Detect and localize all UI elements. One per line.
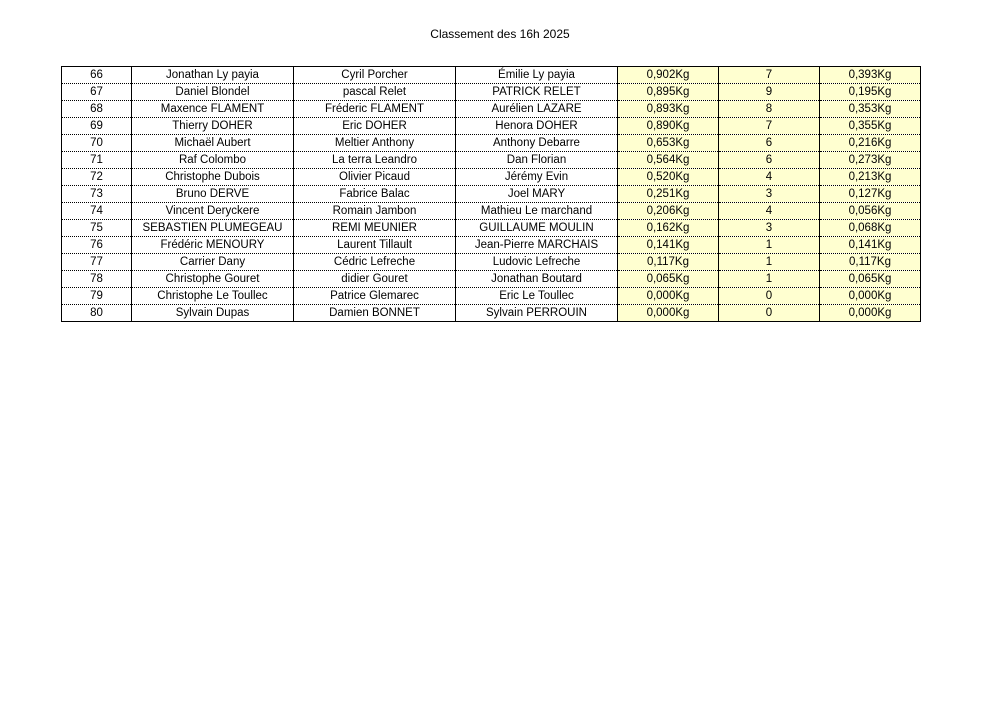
biggest-catch-cell: 0,216Kg [820, 135, 921, 152]
participant-2-cell: Fréderic FLAMENT [294, 101, 456, 118]
participant-1-cell: Jonathan Ly payia [132, 67, 294, 84]
rank-cell: 76 [62, 237, 132, 254]
participant-3-cell: GUILLAUME MOULIN [456, 220, 618, 237]
rank-cell: 80 [62, 305, 132, 322]
rank-cell: 70 [62, 135, 132, 152]
total-weight-cell: 0,000Kg [618, 288, 719, 305]
total-weight-cell: 0,141Kg [618, 237, 719, 254]
participant-3-cell: Jonathan Boutard [456, 271, 618, 288]
total-weight-cell: 0,065Kg [618, 271, 719, 288]
participant-1-cell: Christophe Dubois [132, 169, 294, 186]
participant-2-cell: Patrice Glemarec [294, 288, 456, 305]
catch-count-cell: 7 [719, 67, 820, 84]
catch-count-cell: 6 [719, 135, 820, 152]
participant-2-cell: Cédric Lefreche [294, 254, 456, 271]
rank-cell: 79 [62, 288, 132, 305]
total-weight-cell: 0,206Kg [618, 203, 719, 220]
catch-count-cell: 0 [719, 305, 820, 322]
table-row [62, 84, 921, 101]
rank-cell: 73 [62, 186, 132, 203]
participant-2-cell: REMI MEUNIER [294, 220, 456, 237]
total-weight-cell: 0,893Kg [618, 101, 719, 118]
rank-cell: 78 [62, 271, 132, 288]
table-row [62, 152, 921, 169]
table-row [62, 271, 921, 288]
total-weight-cell: 0,653Kg [618, 135, 719, 152]
rank-cell: 72 [62, 169, 132, 186]
participant-2-cell: Laurent Tillault [294, 237, 456, 254]
table-row [62, 118, 921, 135]
biggest-catch-cell: 0,273Kg [820, 152, 921, 169]
total-weight-cell: 0,117Kg [618, 254, 719, 271]
total-weight-cell: 0,251Kg [618, 186, 719, 203]
table-row [62, 220, 921, 237]
table-row [62, 305, 921, 322]
table-row [62, 288, 921, 305]
catch-count-cell: 3 [719, 220, 820, 237]
total-weight-cell: 0,564Kg [618, 152, 719, 169]
total-weight-cell: 0,000Kg [618, 305, 719, 322]
rank-cell: 74 [62, 203, 132, 220]
rank-cell: 71 [62, 152, 132, 169]
participant-1-cell: Daniel Blondel [132, 84, 294, 101]
participant-3-cell: Eric Le Toullec [456, 288, 618, 305]
participant-2-cell: didier Gouret [294, 271, 456, 288]
participant-3-cell: Émilie Ly payia [456, 67, 618, 84]
participant-3-cell: Jean-Pierre MARCHAIS [456, 237, 618, 254]
participant-1-cell: Christophe Le Toullec [132, 288, 294, 305]
total-weight-cell: 0,902Kg [618, 67, 719, 84]
participant-1-cell: Thierry DOHER [132, 118, 294, 135]
rank-cell: 77 [62, 254, 132, 271]
participant-2-cell: Cyril Porcher [294, 67, 456, 84]
table-row [62, 67, 921, 84]
participant-1-cell: Raf Colombo [132, 152, 294, 169]
catch-count-cell: 1 [719, 254, 820, 271]
catch-count-cell: 1 [719, 237, 820, 254]
catch-count-cell: 3 [719, 186, 820, 203]
rank-cell: 67 [62, 84, 132, 101]
biggest-catch-cell: 0,000Kg [820, 305, 921, 322]
biggest-catch-cell: 0,141Kg [820, 237, 921, 254]
participant-2-cell: pascal Relet [294, 84, 456, 101]
participant-1-cell: Michaël Aubert [132, 135, 294, 152]
page-title: Classement des 16h 2025 [430, 27, 570, 41]
catch-count-cell: 6 [719, 152, 820, 169]
table-row [62, 254, 921, 271]
rank-cell: 69 [62, 118, 132, 135]
catch-count-cell: 4 [719, 203, 820, 220]
rank-cell: 75 [62, 220, 132, 237]
biggest-catch-cell: 0,355Kg [820, 118, 921, 135]
participant-3-cell: Anthony Debarre [456, 135, 618, 152]
ranking-table-body [62, 67, 921, 322]
participant-3-cell: Jérémy Evin [456, 169, 618, 186]
total-weight-cell: 0,890Kg [618, 118, 719, 135]
table-row [62, 186, 921, 203]
biggest-catch-cell: 0,000Kg [820, 288, 921, 305]
biggest-catch-cell: 0,213Kg [820, 169, 921, 186]
participant-1-cell: Frédéric MENOURY [132, 237, 294, 254]
participant-2-cell: Meltier Anthony [294, 135, 456, 152]
total-weight-cell: 0,520Kg [618, 169, 719, 186]
catch-count-cell: 1 [719, 271, 820, 288]
table-row [62, 237, 921, 254]
table-row [62, 169, 921, 186]
participant-1-cell: Maxence FLAMENT [132, 101, 294, 118]
biggest-catch-cell: 0,195Kg [820, 84, 921, 101]
participant-2-cell: Romain Jambon [294, 203, 456, 220]
table-row [62, 203, 921, 220]
table-row [62, 135, 921, 152]
biggest-catch-cell: 0,393Kg [820, 67, 921, 84]
participant-3-cell: Aurélien LAZARE [456, 101, 618, 118]
participant-1-cell: Carrier Dany [132, 254, 294, 271]
participant-3-cell: Ludovic Lefreche [456, 254, 618, 271]
catch-count-cell: 8 [719, 101, 820, 118]
rank-cell: 68 [62, 101, 132, 118]
participant-2-cell: Damien BONNET [294, 305, 456, 322]
biggest-catch-cell: 0,117Kg [820, 254, 921, 271]
catch-count-cell: 4 [719, 169, 820, 186]
participant-3-cell: Henora DOHER [456, 118, 618, 135]
rank-cell: 66 [62, 67, 132, 84]
biggest-catch-cell: 0,056Kg [820, 203, 921, 220]
participant-1-cell: Bruno DERVE [132, 186, 294, 203]
participant-1-cell: SEBASTIEN PLUMEGEAU [132, 220, 294, 237]
catch-count-cell: 9 [719, 84, 820, 101]
biggest-catch-cell: 0,353Kg [820, 101, 921, 118]
biggest-catch-cell: 0,127Kg [820, 186, 921, 203]
table-row [62, 101, 921, 118]
biggest-catch-cell: 0,065Kg [820, 271, 921, 288]
total-weight-cell: 0,895Kg [618, 84, 719, 101]
biggest-catch-cell: 0,068Kg [820, 220, 921, 237]
participant-1-cell: Vincent Deryckere [132, 203, 294, 220]
participant-2-cell: Fabrice Balac [294, 186, 456, 203]
catch-count-cell: 7 [719, 118, 820, 135]
participant-3-cell: Mathieu Le marchand [456, 203, 618, 220]
participant-1-cell: Sylvain Dupas [132, 305, 294, 322]
participant-2-cell: Olivier Picaud [294, 169, 456, 186]
total-weight-cell: 0,162Kg [618, 220, 719, 237]
participant-2-cell: Eric DOHER [294, 118, 456, 135]
ranking-table [61, 66, 921, 322]
participant-3-cell: Sylvain PERROUIN [456, 305, 618, 322]
participant-3-cell: Dan Florian [456, 152, 618, 169]
participant-1-cell: Christophe Gouret [132, 271, 294, 288]
catch-count-cell: 0 [719, 288, 820, 305]
participant-3-cell: PATRICK RELET [456, 84, 618, 101]
participant-3-cell: Joel MARY [456, 186, 618, 203]
participant-2-cell: La terra Leandro [294, 152, 456, 169]
